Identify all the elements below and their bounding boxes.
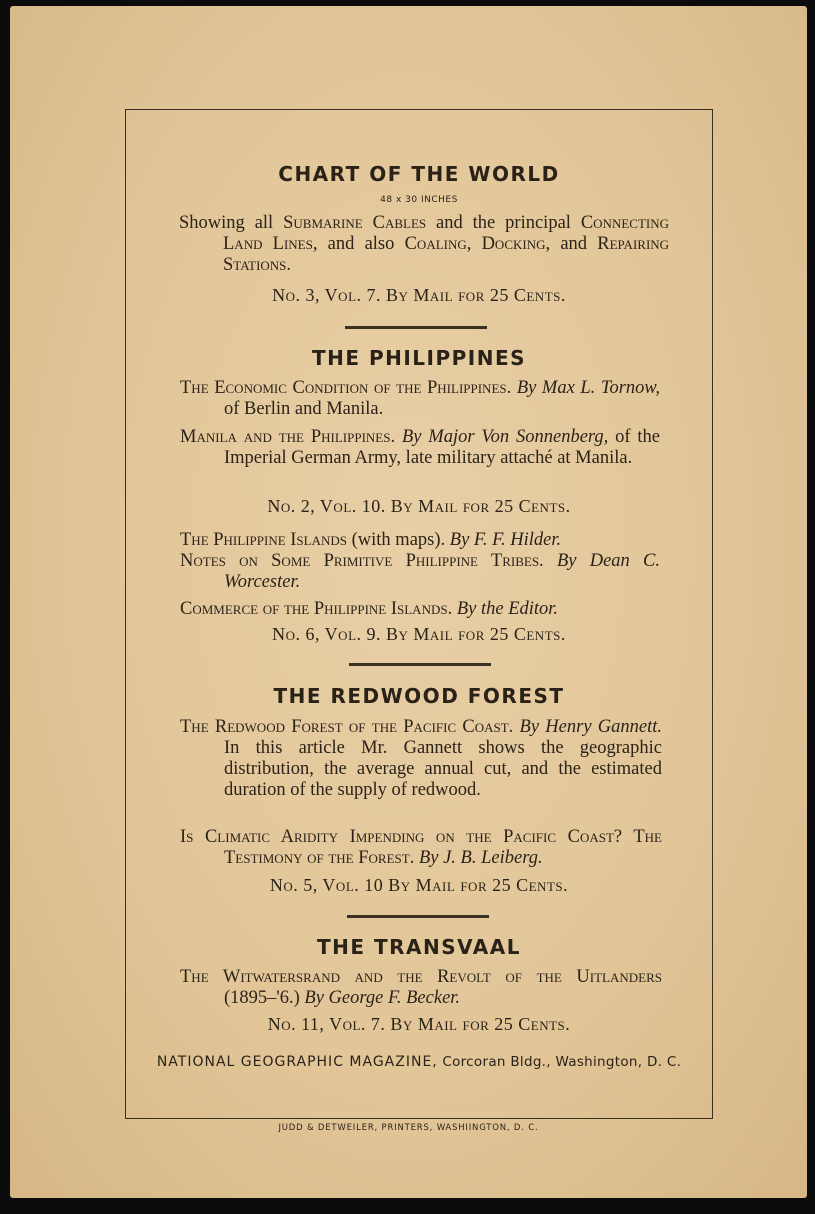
redwood-article-1 [180, 717, 662, 801]
section-divider [345, 326, 487, 329]
world-issue: No. 3, Vol. 7. By Mail for 25 Cents. [272, 285, 566, 305]
article-author: By F. F. Hilder. [449, 530, 562, 550]
world-desc-2: Submarine Cables [283, 213, 427, 233]
article-note: In this article Mr. Gannett shows the geographic distribution, the average annual cut, and the estimated duration of the supply of redwood. [224, 738, 662, 800]
article-title: The Economic Condition of the Philippines. [180, 378, 512, 398]
philippines-issue-2: No. 6, Vol. 9. By Mail for 25 Cents. [272, 624, 566, 644]
article-author: By George F. Becker. [304, 988, 461, 1008]
redwood-issue: No. 5, Vol. 10 By Mail for 25 Cents. [269, 875, 569, 895]
article-title: The Witwatersrand and the Revolt of the Uitlanders [180, 967, 662, 987]
world-desc-9: . [286, 255, 292, 275]
article-title: Notes on Some Primitive Philippine Tribes. [180, 551, 544, 571]
philippines-article-1 [180, 378, 660, 420]
article-author: By Major Von Sonnenberg, [401, 427, 609, 447]
article-title: Manila and the Philippines. [180, 427, 396, 447]
world-desc-7: , and [545, 234, 588, 254]
world-desc-5: , and also [312, 234, 395, 254]
article-author: By Dean C. Worcester. [224, 551, 661, 592]
world-description [179, 213, 669, 276]
philippines-article-2 [180, 427, 660, 469]
content-frame [125, 109, 713, 1119]
redwood-article-2 [180, 827, 662, 869]
article-title: The Redwood Forest of the Pacific Coast. [180, 717, 514, 737]
section-divider [349, 663, 491, 666]
transvaal-article-1 [180, 967, 662, 1009]
transvaal-issue: No. 11, Vol. 7. By Mail for 25 Cents. [267, 1014, 571, 1034]
world-desc-4: Connecting Land Lines [223, 213, 669, 254]
section-title-transvaal: THE TRANSVAAL [317, 935, 521, 959]
article-note: of the Imperial German Army, late military attaché at Manila. [224, 427, 661, 468]
section-title-philippines: THE PHILIPPINES [311, 346, 527, 370]
article-author: By Henry Gannett. [519, 717, 662, 737]
philippines-issue-1: No. 2, Vol. 10. By Mail for 25 Cents. [267, 496, 571, 516]
article-note: of Berlin and Manila. [224, 399, 384, 419]
article-author: By the Editor. [456, 599, 559, 619]
article-title: The Philippine Islands [180, 530, 347, 550]
publisher-footer [126, 1054, 712, 1070]
page-sheet [10, 6, 807, 1198]
philippines-article-5 [180, 599, 660, 620]
world-desc-8: Repairing Stations [223, 234, 670, 275]
printer-imprint: JUDD & DETWEILER, PRINTERS, WASHIINGTON, D. C. [278, 1123, 539, 1133]
article-title: Commerce of the Philippine Islands. [180, 599, 453, 619]
article-author: By Max L. Tornow, [516, 378, 661, 398]
article-note: (with maps). [351, 530, 446, 550]
magazine-address: Corcoran Bldg., Washington, D. C. [442, 1054, 682, 1070]
world-desc-1: Showing all [179, 213, 274, 233]
article-author: By J. B. Leiberg. [418, 848, 543, 868]
world-desc-6: Coaling, Docking [404, 234, 546, 254]
article-note: (1895–'6.) [224, 988, 300, 1008]
philippines-article-3 [180, 530, 660, 551]
philippines-article-4 [180, 551, 660, 593]
section-title-world: CHART OF THE WORLD [278, 162, 560, 186]
magazine-name: NATIONAL GEOGRAPHIC MAGAZINE, [156, 1054, 438, 1070]
article-title: Is Climatic Aridity Impending on the Pacific Coast? The Testimony of the Forest. [180, 827, 662, 868]
section-divider [347, 915, 489, 918]
world-desc-3: and the principal [436, 213, 571, 233]
section-title-redwood: THE REDWOOD FOREST [273, 684, 565, 708]
world-size: 48 x 30 INCHES [380, 195, 458, 205]
